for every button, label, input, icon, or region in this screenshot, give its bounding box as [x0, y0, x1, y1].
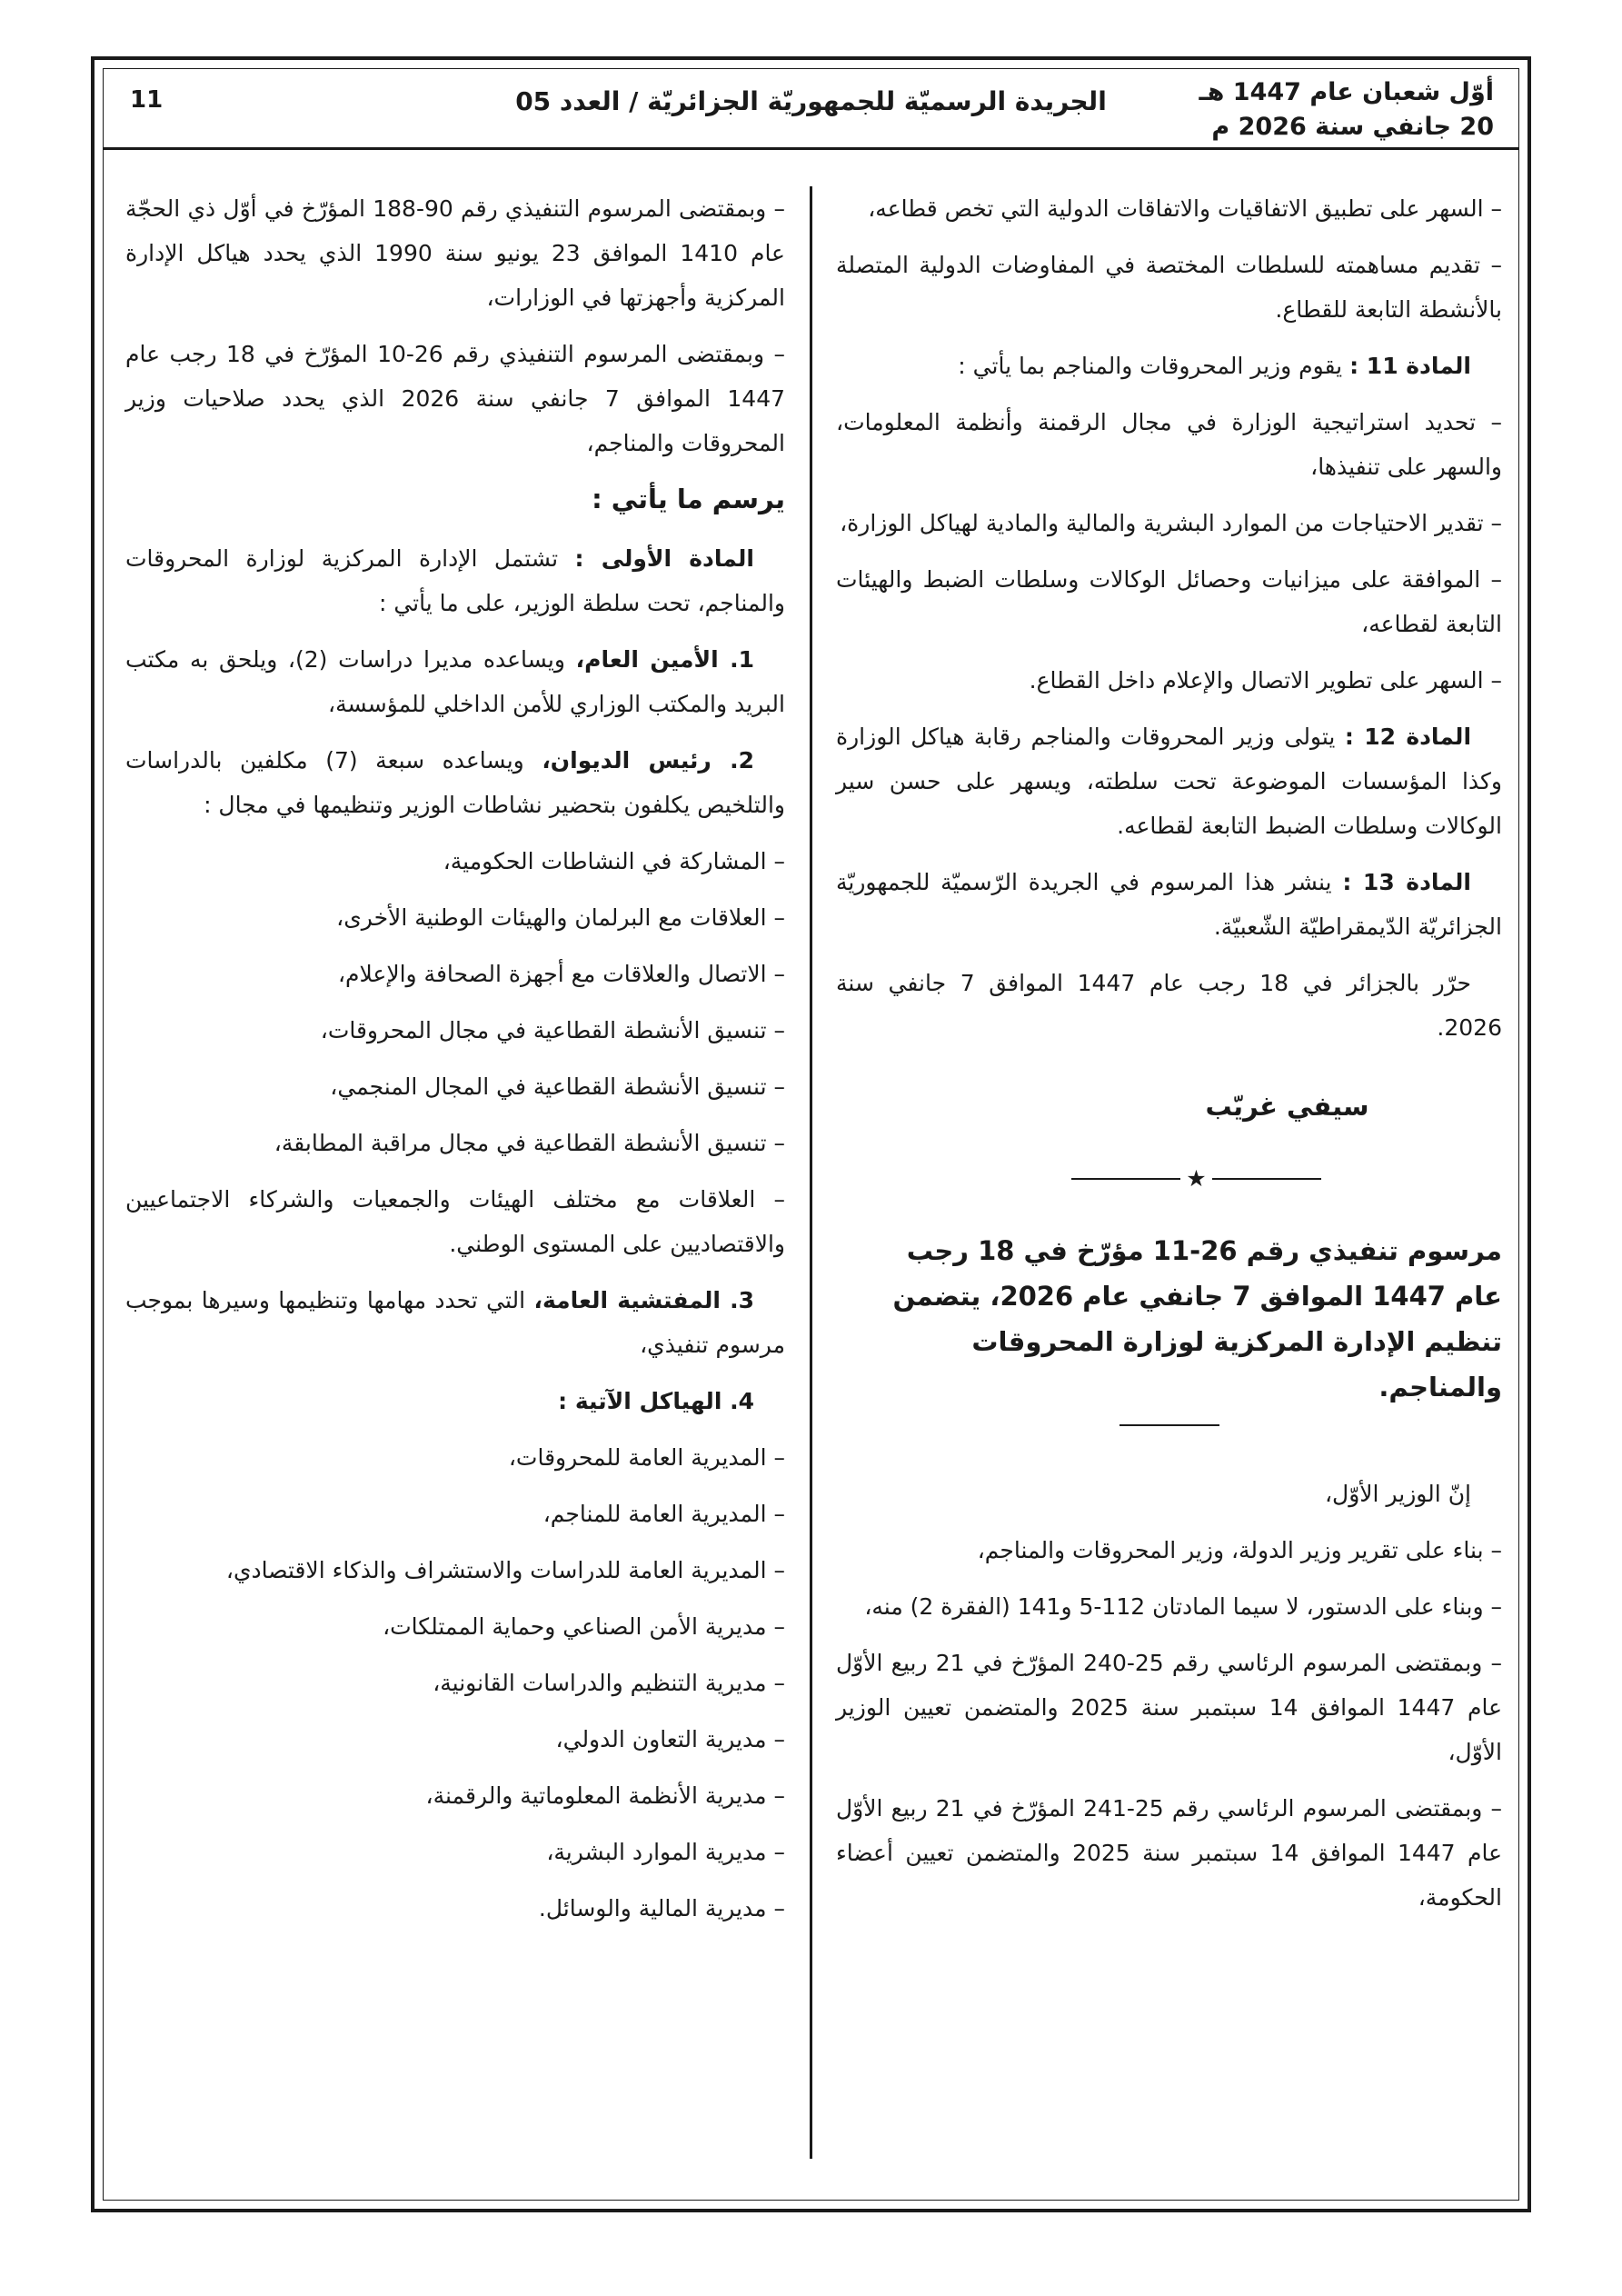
- article-11: [836, 344, 1502, 388]
- star-icon: ★: [1186, 1165, 1207, 1192]
- list-item: – المشاركة في النشاطات الحكومية،: [443, 848, 785, 874]
- article-label: المادة 13 :: [1342, 869, 1471, 895]
- article-13: [836, 860, 1502, 949]
- article-12: [836, 714, 1502, 848]
- header-title: الجريدة الرسميّة للجمهوريّة الجزائريّة / العدد 05: [515, 86, 1107, 116]
- article-text: يقوم وزير المحروقات والمناجم بما يأتي :: [958, 353, 1350, 379]
- header-date-hijri: أوّل شعبان عام 1447 هـ: [1199, 78, 1494, 106]
- item-label: 2. رئيس الديوان،: [542, 747, 755, 774]
- paragraph: – بناء على تقرير وزير الدولة، وزير المحروقات والمناجم،: [977, 1537, 1502, 1563]
- list-item: – مديرية الموارد البشرية،: [546, 1839, 785, 1865]
- item-text: ويساعده سبعة (7) مكلفين بالدراسات والتلخيص يكلفون بتحضير نشاطات الوزير وتنظيمها في مجال :: [125, 747, 785, 818]
- item-label: 3. المفتشية العامة،: [533, 1287, 754, 1313]
- list-item: – الاتصال والعلاقات مع أجهزة الصحافة والإعلام،: [337, 961, 785, 987]
- list-item: – مديرية الأمن الصناعي وحماية الممتلكات،: [383, 1613, 785, 1640]
- column-divider: [810, 186, 812, 2159]
- article-label: المادة 12 :: [1344, 724, 1472, 750]
- header-date-gregorian: 20 جانفي سنة 2026 م: [1211, 113, 1494, 141]
- separator-line: [1212, 1178, 1321, 1180]
- article-text: ينشر هذا المرسوم في الجريدة الرّسميّة للجمهوريّة الجزائريّة الدّيمقراطيّة الشّعبيّة.: [836, 869, 1502, 940]
- list-item: – مديرية التنظيم والدراسات القانونية،: [433, 1670, 785, 1696]
- article-label: المادة الأولى :: [574, 545, 754, 572]
- right-column: [836, 186, 1502, 1932]
- paragraph: – تقديم مساهمته للسلطات المختصة في المفاوضات الدولية المتصلة بالأنشطة التابعة للقطاع.: [836, 252, 1502, 323]
- list-item: – تنسيق الأنشطة القطاعية في مجال المحروقات،: [320, 1017, 785, 1043]
- page-header: [103, 68, 1519, 150]
- paragraph: – وبناء على الدستور، لا سيما المادتان 112-5 و141 (الفقرة 2) منه،: [864, 1593, 1502, 1620]
- item-label: 1. الأمين العام،: [575, 646, 755, 673]
- list-item: – العلاقات مع البرلمان والهيئات الوطنية الأخرى،: [336, 904, 785, 931]
- paragraph: – وبمقتضى المرسوم التنفيذي رقم 26-10 المؤرّخ في 18 رجب عام 1447 الموافق 7 جانفي سنة 2026 الذي يحدد صلاحيات وزير المحروقات والمناجم،: [125, 341, 786, 456]
- article-label: المادة 11 :: [1349, 353, 1471, 379]
- separator-line: [1071, 1178, 1180, 1180]
- paragraph: – وبمقتضى المرسوم التنفيذي رقم 90-188 المؤرّخ في أوّل ذي الحجّة عام 1410 الموافق 23 يونيو سنة 1990 الذي يحدد هياكل الإدارة المركزية وأجهزتها في الوزارات،: [125, 195, 785, 311]
- done-at: حرّر بالجزائر في 18 رجب عام 1447 الموافق 7 جانفي سنة 2026.: [836, 970, 1502, 1041]
- list-item: – مديرية المالية والوسائل.: [538, 1895, 785, 1922]
- signature: سيفي غريّب: [1205, 1091, 1369, 1122]
- decrees-heading: يرسم ما يأتي :: [592, 484, 785, 514]
- item-1: [125, 637, 785, 726]
- paragraph: – وبمقتضى المرسوم الرئاسي رقم 25-240 المؤرّخ في 21 ربيع الأوّل عام 1447 الموافق 14 سبتمبر سنة 2025 والمتضمن تعيين الوزير الأوّل،: [836, 1650, 1502, 1765]
- page-number: 11: [130, 86, 164, 114]
- list-item: – مديرية التعاون الدولي،: [555, 1726, 785, 1752]
- item-2: [125, 738, 785, 827]
- item-label: 4. الهياكل الآتية :: [558, 1388, 754, 1414]
- paragraph: – السهر على تطبيق الاتفاقيات والاتفاقات الدولية التي تخص قطاعه،: [868, 195, 1502, 222]
- item-3: [125, 1278, 785, 1367]
- list-item: – مديرية الأنظمة المعلوماتية والرقمنة،: [425, 1782, 785, 1809]
- list-item: – العلاقات مع مختلف الهيئات والجمعيات والشركاء الاجتماعيين والاقتصاديين على المستوى الوطني.: [125, 1186, 785, 1257]
- article-text: تشتمل الإدارة المركزية لوزارة المحروقات والمناجم، تحت سلطة الوزير، على ما يأتي :: [125, 545, 785, 616]
- paragraph: – تقدير الاحتياجات من الموارد البشرية والمالية والمادية لهياكل الوزارة،: [840, 510, 1502, 536]
- decree-title: مرسوم تنفيذي رقم 26-11 مؤرّخ في 18 رجب عام 1447 الموافق 7 جانفي عام 2026، يتضمن تنظيم الإدارة المركزية لوزارة المحروقات والمناجم.: [892, 1235, 1502, 1403]
- paragraph: – السهر على تطوير الاتصال والإعلام داخل القطاع.: [1029, 667, 1502, 694]
- paragraph: – تحديد استراتيجية الوزارة في مجال الرقمنة وأنظمة المعلومات، والسهر على تنفيذها،: [836, 409, 1502, 480]
- list-item: – المديرية العامة للمناجم،: [542, 1501, 785, 1527]
- article-text: يتولى وزير المحروقات والمناجم رقابة هياكل الوزارة وكذا المؤسسات الموضوعة تحت سلطته، ويسهر على حسن سير الوكالات وسلطات الضبط التابعة لقطاعه.: [836, 724, 1502, 839]
- article-1: [125, 536, 785, 625]
- item-4: [125, 1379, 785, 1423]
- list-item: – المديرية العامة للمحروقات،: [508, 1444, 785, 1471]
- left-column: [125, 186, 785, 1942]
- item-text: التي تحدد مهامها وتنظيمها وسيرها بموجب مرسوم تنفيذي،: [125, 1287, 785, 1358]
- prime-minister-line: إنّ الوزير الأوّل،: [1324, 1481, 1471, 1507]
- item-text: ويساعده مديرا دراسات (2)، ويلحق به مكتب البريد والمكتب الوزاري للأمن الداخلي للمؤسسة،: [125, 646, 785, 717]
- paragraph: – الموافقة على ميزانيات وحصائل الوكالات وسلطات الضبط والهيئات التابعة لقطاعه،: [836, 566, 1502, 637]
- list-item: – تنسيق الأنشطة القطاعية في المجال المنجمي،: [330, 1073, 785, 1100]
- paragraph: – وبمقتضى المرسوم الرئاسي رقم 25-241 المؤرّخ في 21 ربيع الأوّل عام 1447 الموافق 14 سبتمبر سنة 2025 والمتضمن تعيين أعضاء الحكومة،: [836, 1795, 1502, 1911]
- title-underline: [1119, 1424, 1219, 1426]
- list-item: – تنسيق الأنشطة القطاعية في مجال مراقبة المطابقة،: [274, 1130, 785, 1156]
- star-separator: [836, 1156, 1502, 1201]
- list-item: – المديرية العامة للدراسات والاستشراف والذكاء الاقتصادي،: [225, 1557, 785, 1583]
